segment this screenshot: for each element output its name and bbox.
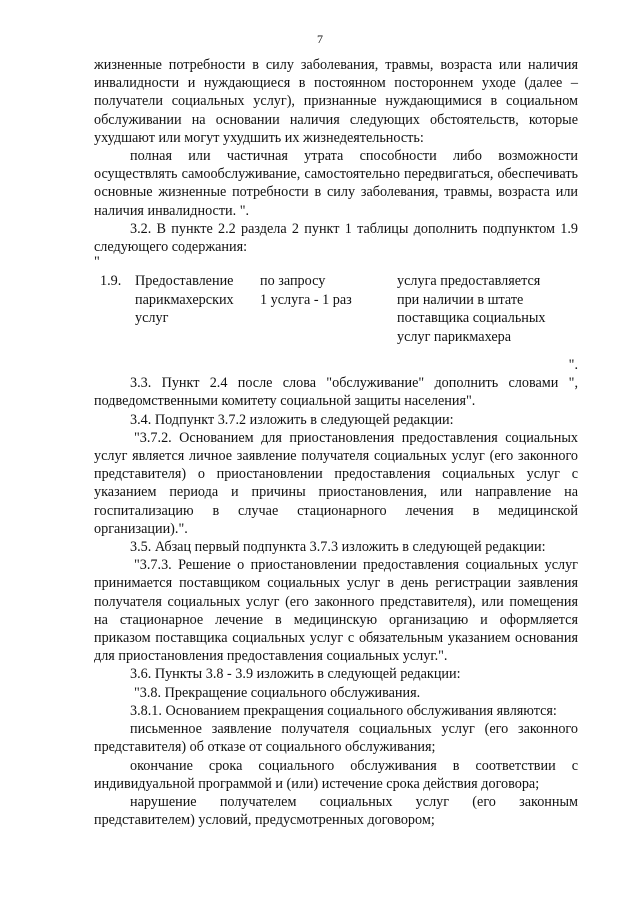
service-note-line: при наличии в штате	[397, 291, 524, 308]
paragraph-3-5: 3.5. Абзац первый подпункта 3.7.3 изложить в следующей редакции:	[130, 539, 546, 556]
service-note-line: услуг парикмахера	[397, 328, 512, 345]
paragraph-3-6: 3.6. Пункты 3.8 - 3.9 изложить в следующей редакции:	[130, 666, 461, 683]
paragraph-3-3: 3.3. Пункт 2.4 после слова "обслуживание" дополнить словами ", подведомственными комитету социальной защиты населения".	[94, 375, 578, 410]
service-term-line: 1 услуга - 1 раз	[260, 291, 352, 308]
page-number: 7	[317, 32, 323, 46]
paragraph-3-8-1: 3.8.1. Основанием прекращения социального обслуживания являются:	[130, 702, 557, 719]
service-name-line: Предоставление	[135, 273, 234, 290]
paragraph-3-2: 3.2. В пункте 2.2 раздела 2 пункт 1 таблицы дополнить подпунктом 1.9 следующего содержания:	[94, 220, 578, 256]
open-quote: "	[94, 254, 100, 271]
paragraph-loss-of-ability: полная или частичная утрата способности либо возможности осуществлять самообслуживание, самостоятельно передвигаться, обеспечивать основные жизненные потребности в силу заболевания, травмы, возраста или наличия инвалидности. ".	[94, 148, 578, 219]
service-note	[397, 272, 577, 346]
paragraph-contract-violation: нарушение получателем социальных услуг (его законным представителем) условий, предусмотренных договором;	[94, 793, 578, 829]
service-note-line: услуга предоставляется	[397, 273, 541, 290]
close-quote: ".	[568, 357, 578, 374]
service-name-line: услуг	[135, 310, 169, 327]
service-name	[135, 272, 255, 328]
paragraph-continuation: жизненные потребности в силу заболевания, травмы, возраста или наличия инвалидности и нуждающиеся в постоянном постороннем уходе (далее – получатели социальных услуг), признанные нуждающимися в социальном обслуживании на основании наличия следующих обстоятельств, которые ухудшают или могут ухудшить их жизнедеятельность:	[94, 57, 578, 146]
paragraph-written-refusal: письменное заявление получателя социальных услуг (его законного представителя) об отказе от социального обслуживания;	[94, 721, 578, 756]
service-name-line: парикмахерских	[135, 291, 234, 308]
document-body	[94, 56, 578, 829]
service-note-line: поставщика социальных	[397, 310, 546, 327]
service-term-line: по запросу	[260, 273, 326, 290]
paragraph-term-expiry: окончание срока социального обслуживания в соответствии с индивидуальной программой и (или) истечение срока действия договора;	[94, 757, 578, 792]
paragraph-3-7-3: "3.7.3. Решение о приостановлении предоставления социальных услуг принимается поставщиком социальных услуг в день регистрации заявления получателя социальных услуг (его законного представителя), или помещения на стационарное лечение в медицинскую организацию и оформляется приказом поставщика социальных услуг с обязательным указанием основания для приостановления предоставления социальных услуг.".	[94, 557, 578, 665]
paragraph-3-7-2: "3.7.2. Основанием для приостановления предоставления социальных услуг является личное заявление получателя социальных услуг (его законного представителя) о приостановлении предоставления социальных услуг с указанием периода и причины приостановления, или направление на госпитализацию в случае стационарного лечения в медицинской организации).".	[94, 429, 578, 537]
row-number: 1.9.	[100, 273, 122, 290]
paragraph-3-8: "3.8. Прекращение социального обслуживания.	[134, 684, 421, 701]
service-term	[260, 272, 380, 309]
paragraph-3-4: 3.4. Подпункт 3.7.2 изложить в следующей редакции:	[130, 411, 454, 428]
service-table-row	[94, 272, 578, 350]
